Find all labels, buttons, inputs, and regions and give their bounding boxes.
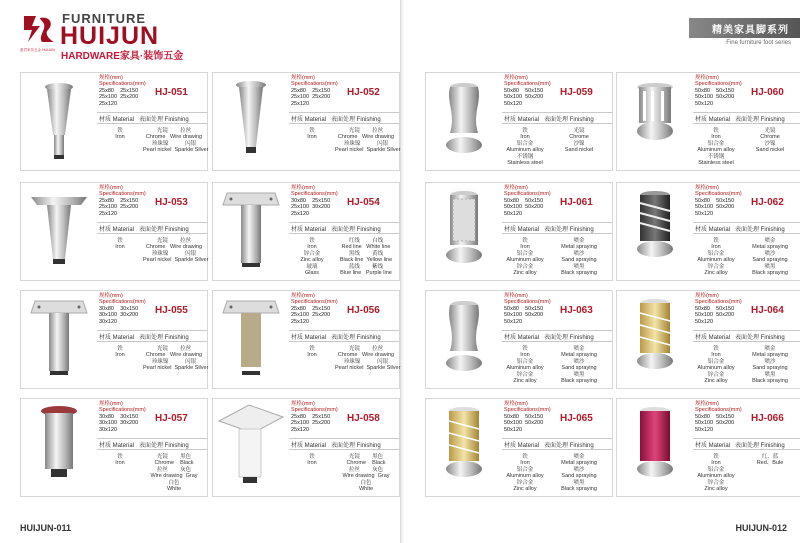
material-value: 铁 Iron 铝合金 Aluminum alloy 不锈钢 Stainless steel [697, 128, 735, 167]
furniture-leg-image [426, 183, 502, 280]
product-card [616, 182, 800, 281]
spec-box [504, 75, 611, 111]
spec-values: 25x80 25x150 25x100 25x200 25x120 [99, 198, 139, 217]
furniture-leg-image [617, 73, 693, 170]
furniture-leg-image [426, 399, 502, 496]
material-value: 铁 Iron 铝合金 Aluminum alloy 不锈钢 Stainless steel [506, 128, 544, 167]
product-code: HJ-057 [155, 413, 188, 424]
spec-box [504, 185, 611, 221]
spec-label: 规格(mm) Specifications(mm) [291, 185, 338, 197]
table-header [693, 330, 800, 342]
spec-values: 30x80 30x150 30x100 30x200 30x120 [99, 306, 139, 325]
table-header [97, 330, 207, 342]
product-code: HJ-056 [347, 305, 380, 316]
spec-box [291, 75, 398, 111]
product-card [212, 182, 400, 281]
product-code: HJ-058 [347, 413, 380, 424]
material-header: 材质 Material [291, 335, 327, 341]
spec-box [99, 75, 206, 111]
spec-label: 规格(mm) Specifications(mm) [695, 293, 742, 305]
furniture-leg-image [21, 183, 97, 280]
material-header: 材质 Material [99, 335, 135, 341]
material-header: 材质 Material [695, 117, 731, 123]
product-code: HJ-060 [751, 87, 784, 98]
spec-values: 50x80 50x150 50x100 50x200 50x120 [504, 414, 544, 433]
table-header [289, 330, 399, 342]
spec-values: 50x80 50x150 50x100 50x200 50x120 [695, 306, 735, 325]
material-header: 材质 Material [695, 227, 731, 233]
finishing-header: 表面处理 Finishing [331, 443, 381, 449]
table-header [502, 222, 612, 234]
spec-label: 规格(mm) Specifications(mm) [291, 401, 338, 413]
material-header: 材质 Material [504, 335, 540, 341]
spec-box [291, 401, 398, 437]
spec-values: 30x80 25x150 25x100 30x200 25x120 [291, 198, 331, 217]
spec-label: 规格(mm) Specifications(mm) [291, 293, 338, 305]
spec-box [695, 75, 800, 111]
material-header: 材质 Material [695, 335, 731, 341]
spec-box [504, 401, 611, 437]
finishing-header: 表面处理 Finishing [735, 227, 785, 233]
finishing-value: 光镜 拉丝 Chrome Wire drawing 珍珠镍 闪银 Pearl nickel Sparkle Silver [143, 346, 209, 372]
finishing-value: 光镜 拉丝 Chrome Wire drawing 珍珠镍 闪银 Pearl nickel Sparkle Silver [143, 128, 209, 154]
product-code: HJ-059 [560, 87, 593, 98]
product-code: HJ-063 [560, 305, 593, 316]
finishing-value: 光镜 Chrome 沙镍 Sand nickel [755, 128, 785, 154]
furniture-leg-image [213, 73, 289, 170]
product-card [20, 290, 208, 389]
table-header [289, 438, 399, 450]
spec-box [99, 185, 206, 221]
brand-tagline: FURNITURE [62, 11, 147, 26]
table-header [97, 112, 207, 124]
material-value: 铁 Iron 铝合金 Aluminum alloy 锌合金 Zinc alloy [506, 346, 544, 385]
table-header [693, 112, 800, 124]
brand-name: HUIJUN [60, 22, 160, 50]
table-header [502, 438, 612, 450]
furniture-leg-image [426, 73, 502, 170]
table-header [97, 222, 207, 234]
spec-label: 规格(mm) Specifications(mm) [695, 401, 742, 413]
material-value: 铁 Iron [307, 128, 317, 141]
table-header [502, 112, 612, 124]
product-card [425, 398, 613, 497]
product-code: HJ-065 [560, 413, 593, 424]
finishing-header: 表面处理 Finishing [139, 335, 189, 341]
spec-label: 规格(mm) Specifications(mm) [695, 185, 742, 197]
product-card [425, 72, 613, 171]
product-card [212, 72, 400, 171]
finishing-header: 表面处理 Finishing [735, 443, 785, 449]
product-code: HJ-062 [751, 197, 784, 208]
product-card [425, 182, 613, 281]
finishing-value: 光镜 拉丝 Chrome Wire drawing 珍珠镍 闪银 Pearl nickel Sparkle Silver [143, 238, 209, 264]
brand-subtitle: HARDWARE家具·装饰五金 [61, 51, 184, 62]
material-header: 材质 Material [504, 227, 540, 233]
finishing-header: 表面处理 Finishing [331, 117, 381, 123]
material-header: 材质 Material [99, 227, 135, 233]
product-card [616, 398, 800, 497]
material-value: 铁 Iron 铝合金 Aluminum alloy 锌合金 Zinc alloy [697, 346, 735, 385]
product-card [212, 398, 400, 497]
finishing-header: 表面处理 Finishing [139, 117, 189, 123]
finishing-value: 光镜 Chrome 沙镍 Sand nickel [564, 128, 594, 154]
finishing-header: 表面处理 Finishing [139, 227, 189, 233]
furniture-leg-image [617, 399, 693, 496]
material-value: 铁 Iron [307, 346, 317, 359]
spec-label: 规格(mm) Specifications(mm) [504, 75, 551, 87]
spec-label: 规格(mm) Specifications(mm) [504, 401, 551, 413]
product-code: HJ-053 [155, 197, 188, 208]
spec-box [695, 185, 800, 221]
material-value: 铁 Iron [307, 454, 317, 467]
finishing-value: 喷金 Metal spraying 喷沙 Sand spraying 喷黑 Black spraying [561, 346, 597, 385]
spec-values: 50x80 50x150 50x100 50x200 50x120 [695, 88, 735, 107]
page-number-left: HUIJUN-011 [20, 523, 72, 533]
spec-box [99, 293, 206, 329]
finishing-value: 喷金 Metal spraying 喷沙 Sand spraying 喷黑 Black spraying [752, 238, 788, 277]
spec-label: 规格(mm) Specifications(mm) [99, 75, 146, 87]
spec-label: 规格(mm) Specifications(mm) [504, 185, 551, 197]
series-title: 精美家具脚系列 [712, 25, 789, 36]
finishing-header: 表面处理 Finishing [544, 117, 594, 123]
furniture-leg-image [213, 183, 289, 280]
finishing-header: 表面处理 Finishing [544, 443, 594, 449]
table-header [502, 330, 612, 342]
material-header: 材质 Material [504, 443, 540, 449]
finishing-value: 光镜 黑色 Chrome Black 拉丝 灰色 Wire drawing Gray 白色 White [342, 454, 390, 493]
spec-box [99, 401, 206, 437]
finishing-value: 光镜 拉丝 Chrome Wire drawing 珍珠镍 闪银 Pearl nickel Sparkle Silver [335, 128, 401, 154]
spec-box [291, 293, 398, 329]
spec-values: 50x80 50x150 50x100 50x200 50x120 [695, 414, 735, 433]
spec-label: 规格(mm) Specifications(mm) [99, 293, 146, 305]
spec-values: 50x80 50x150 50x100 50x200 50x120 [504, 88, 544, 107]
table-header [97, 438, 207, 450]
product-card [616, 72, 800, 171]
material-header: 材质 Material [504, 117, 540, 123]
product-code: HJ-051 [155, 87, 188, 98]
material-header: 材质 Material [695, 443, 731, 449]
spec-box [291, 185, 398, 221]
spec-values: 50x80 50x150 50x100 50x200 50x120 [695, 198, 735, 217]
finishing-value: 喷金 Metal spraying 喷沙 Sand spraying 喷黑 Black spraying [561, 454, 597, 493]
furniture-leg-image [617, 291, 693, 388]
finishing-header: 表面处理 Finishing [331, 227, 381, 233]
material-value: 铁 Iron 锌合金 Zinc alloy 玻璃 Glass [300, 238, 324, 277]
spec-values: 50x80 50x150 50x100 50x200 50x120 [504, 198, 544, 217]
product-card [20, 72, 208, 171]
table-header [693, 438, 800, 450]
spec-label: 规格(mm) Specifications(mm) [695, 75, 742, 87]
material-value: 铁 Iron [115, 454, 125, 467]
finishing-value: 红、蓝 Red、Bule [756, 454, 784, 467]
furniture-leg-image [21, 73, 97, 170]
spec-values: 25x80 25x150 25x100 25x200 25x120 [291, 414, 331, 433]
material-value: 铁 Iron 铝合金 Aluminum alloy 锌合金 Zinc alloy [697, 454, 735, 493]
spec-label: 规格(mm) Specifications(mm) [99, 401, 146, 413]
product-code: HJ-052 [347, 87, 380, 98]
table-header [693, 222, 800, 234]
furniture-leg-image [426, 291, 502, 388]
spec-box [504, 293, 611, 329]
material-value: 铁 Iron 铝合金 Aluminum alloy 锌合金 Zinc alloy [506, 238, 544, 277]
spec-label: 规格(mm) Specifications(mm) [504, 293, 551, 305]
spec-values: 50x80 50x150 50x100 50x200 50x120 [504, 306, 544, 325]
spec-label: 规格(mm) Specifications(mm) [99, 185, 146, 197]
product-card [20, 182, 208, 281]
finishing-header: 表面处理 Finishing [544, 335, 594, 341]
furniture-leg-image [21, 399, 97, 496]
table-header [289, 222, 399, 234]
finishing-value: 光镜 黑色 Chrome Black 拉丝 灰色 Wire drawing Gray 白色 White [150, 454, 198, 493]
material-value: 铁 Iron [115, 128, 125, 141]
brand-small-text: 惠君家具五金 HUIJUN [20, 48, 55, 52]
furniture-leg-image [21, 291, 97, 388]
page-number-right: HUIJUN-012 [735, 523, 787, 533]
material-header: 材质 Material [291, 443, 327, 449]
finishing-header: 表面处理 Finishing [735, 335, 785, 341]
furniture-leg-image [213, 399, 289, 496]
spec-values: 25x80 25x150 25x100 25x200 25x120 [99, 88, 139, 107]
finishing-value: 红线 白线 Red line White line 黑线 黄线 Black line Yellow line 蓝线 紫线 Blue line Purple line [339, 238, 393, 277]
finishing-header: 表面处理 Finishing [735, 117, 785, 123]
finishing-header: 表面处理 Finishing [544, 227, 594, 233]
product-code: HJ-055 [155, 305, 188, 316]
product-card [616, 290, 800, 389]
table-header [289, 112, 399, 124]
product-code: HJ-064 [751, 305, 784, 316]
product-code: HJ-061 [560, 197, 593, 208]
finishing-header: 表面处理 Finishing [331, 335, 381, 341]
spec-values: 30x80 30x150 30x100 30x200 30x120 [99, 414, 139, 433]
material-value: 铁 Iron [115, 346, 125, 359]
product-card [425, 290, 613, 389]
material-value: 铁 Iron 铝合金 Aluminum alloy 锌合金 Zinc alloy [697, 238, 735, 277]
brand-logo-icon [20, 12, 58, 46]
product-code: HJ-054 [347, 197, 380, 208]
series-subtitle: Fine furniture foot series [726, 40, 791, 46]
product-card [20, 398, 208, 497]
spec-box [695, 293, 800, 329]
product-card [212, 290, 400, 389]
material-header: 材质 Material [291, 227, 327, 233]
material-header: 材质 Material [99, 443, 135, 449]
material-header: 材质 Material [291, 117, 327, 123]
furniture-leg-image [213, 291, 289, 388]
spec-label: 规格(mm) Specifications(mm) [291, 75, 338, 87]
finishing-value: 喷金 Metal spraying 喷沙 Sand spraying 喷黑 Black spraying [561, 238, 597, 277]
furniture-leg-image [617, 183, 693, 280]
finishing-header: 表面处理 Finishing [139, 443, 189, 449]
material-header: 材质 Material [99, 117, 135, 123]
product-code: HJ-066 [751, 413, 784, 424]
finishing-value: 喷金 Metal spraying 喷沙 Sand spraying 喷黑 Black spraying [752, 346, 788, 385]
spec-box [695, 401, 800, 437]
spec-values: 25x80 25x150 25x100 25x200 25x120 [291, 306, 331, 325]
material-value: 铁 Iron [115, 238, 125, 251]
material-value: 铁 Iron 铝合金 Aluminum alloy 锌合金 Zinc alloy [506, 454, 544, 493]
finishing-value: 光镜 拉丝 Chrome Wire drawing 珍珠镍 闪银 Pearl nickel Sparkle Silver [335, 346, 401, 372]
spec-values: 25x80 25x150 25x100 25x200 25x120 [291, 88, 331, 107]
